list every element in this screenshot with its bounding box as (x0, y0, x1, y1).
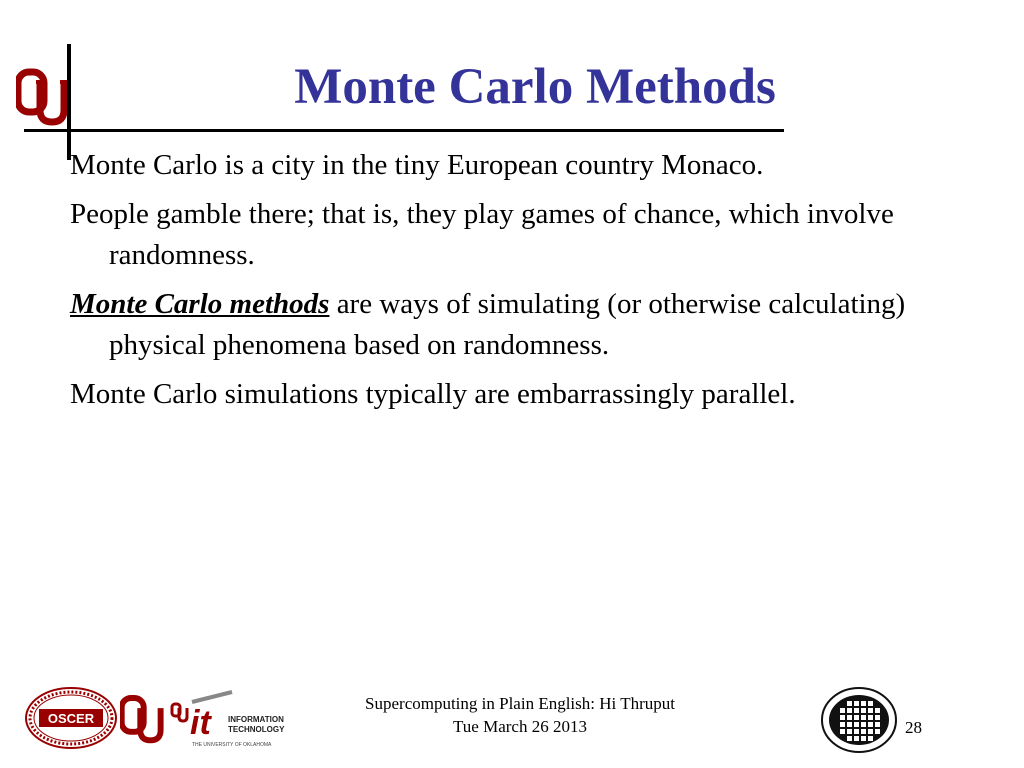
logo-grid-cell (868, 729, 873, 734)
oscer-logo (24, 686, 118, 750)
it-text-1: INFORMATION (228, 715, 284, 724)
logo-grid-cell (868, 708, 873, 713)
logo-grid-cell (861, 736, 866, 741)
logo-grid-cell (854, 715, 859, 720)
logo-grid-cell (875, 722, 880, 727)
footer-line-2: Tue March 26 2013 (453, 717, 587, 736)
logo-grid-cell (868, 722, 873, 727)
oscer-logo-text: OSCER (47, 711, 95, 726)
logo-grid-cell (861, 708, 866, 713)
logo-grid-cell (840, 715, 845, 720)
logo-grid-cell (875, 729, 880, 734)
logo-grid-cell (854, 701, 859, 706)
bullet-2-text: People gamble there; that is, they play games of chance, which involve randomness. (70, 198, 894, 271)
logo-grid-cell (868, 701, 873, 706)
logo-grid-cell (847, 701, 852, 706)
footer-text (300, 692, 740, 738)
logo-grid-cell (861, 729, 866, 734)
ou-it-logo (170, 690, 290, 750)
logo-grid-cell (861, 722, 866, 727)
logo-grid-cell (875, 715, 880, 720)
logo-grid-cell (875, 708, 880, 713)
logo-grid-cell (840, 722, 845, 727)
logo-grid-cell (854, 722, 859, 727)
it-text-3: THE UNIVERSITY OF OKLAHOMA (192, 742, 272, 748)
bullet-1 (70, 145, 970, 186)
ou-footer-logo (120, 690, 164, 750)
logo-grid-cell (847, 736, 852, 741)
slide-body (70, 145, 970, 423)
logo-grid-cell (847, 729, 852, 734)
slide-title: Monte Carlo Methods (294, 59, 776, 115)
bullet-4 (70, 374, 970, 415)
ou-logo (16, 66, 68, 130)
title-vertical-rule (67, 44, 71, 160)
logo-grid-cell (840, 708, 845, 713)
logo-grid-cell (847, 708, 852, 713)
logo-grid-cell (861, 701, 866, 706)
bullet-3 (70, 284, 970, 366)
bullet-4-text: Monte Carlo simulations typically are embarrassingly parallel. (70, 378, 796, 410)
logo-grid-cell (861, 715, 866, 720)
logo-grid-cell (847, 715, 852, 720)
title-horizontal-rule (24, 129, 784, 132)
bullet-3-text: are ways of simulating (or otherwise calculating) physical phenomena based on randomness. (109, 288, 906, 361)
bullet-3-emphasis: Monte Carlo methods (70, 288, 330, 320)
footer-line-1: Supercomputing in Plain English: Hi Thruput (365, 694, 675, 713)
logo-grid-cell (868, 736, 873, 741)
page-number: 28 (905, 718, 922, 737)
bullet-2 (70, 194, 970, 276)
logo-grid-cell (854, 736, 859, 741)
logo-grid-cell (854, 708, 859, 713)
supercomputing-center-logo (820, 686, 898, 754)
logo-grid-cell (840, 729, 845, 734)
logo-grid-cell (847, 722, 852, 727)
it-text-2: TECHNOLOGY (228, 725, 285, 734)
logo-grid-cell (868, 715, 873, 720)
bullet-1-text: Monte Carlo is a city in the tiny European country Monaco. (70, 149, 764, 181)
logo-grid-cell (854, 729, 859, 734)
it-mark: it (190, 704, 211, 742)
